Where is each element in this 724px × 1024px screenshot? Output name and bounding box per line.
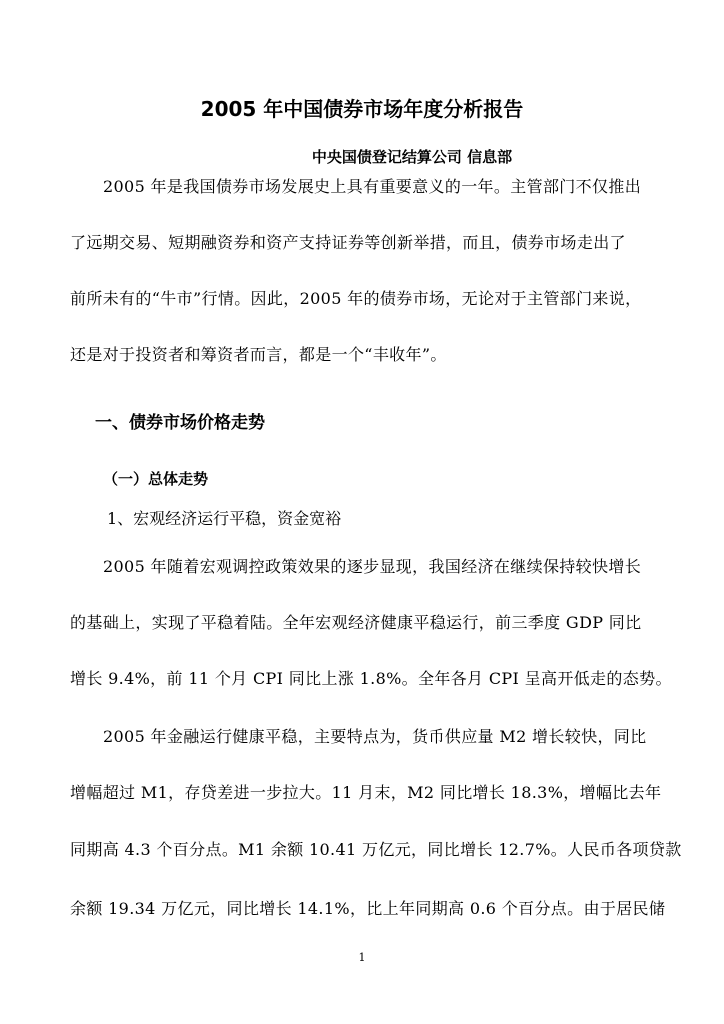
- page-number: 1: [358, 951, 366, 964]
- paragraph2-line-1: 2005 年金融运行健康平稳，主要特点为，货币供应量 M2 增长较快，同比: [103, 727, 647, 746]
- intro-line-2: 了远期交易、短期融资券和资产支持证券等创新举措，而且，债券市场走出了: [70, 233, 626, 252]
- item-heading: 1、宏观经济运行平稳，资金宽裕: [107, 509, 342, 528]
- paragraph2-line-3: 同期高 4.3 个百分点。M1 余额 10.41 万亿元，同比增长 12.7%。人民币各项贷款: [70, 840, 682, 859]
- subsection-heading: （一）总体走势: [103, 470, 209, 488]
- section-heading: 一、债券市场价格走势: [95, 413, 265, 433]
- author-line: 中央国债登记结算公司 信息部: [311, 148, 513, 166]
- paragraph1-line-2: 的基础上，实现了平稳着陆。全年宏观经济健康平稳运行，前三季度 GDP 同比: [70, 613, 642, 632]
- intro-line-1: 2005 年是我国债券市场发展史上具有重要意义的一年。主管部门不仅推出: [103, 177, 642, 196]
- intro-line-3: 前所未有的“牛市”行情。因此，2005 年的债券市场，无论对于主管部门来说，: [70, 289, 642, 308]
- document-title: 2005 年中国债券市场年度分析报告: [200, 97, 524, 121]
- paragraph2-line-4: 余额 19.34 万亿元，同比增长 14.1%，比上年同期高 0.6 个百分点。由于居民储: [70, 899, 666, 918]
- paragraph1-line-3: 增长 9.4%，前 11 个月 CPI 同比上涨 1.8%。全年各月 CPI 呈高开低走的态势。: [70, 669, 672, 688]
- intro-line-4: 还是对于投资者和筹资者而言，都是一个“丰收年”。: [70, 345, 447, 364]
- paragraph2-line-2: 增幅超过 M1，存贷差进一步拉大。11 月末，M2 同比增长 18.3%，增幅比去年: [70, 783, 662, 802]
- paragraph1-line-1: 2005 年随着宏观调控政策效果的逐步显现，我国经济在继续保持较快增长: [103, 557, 642, 576]
